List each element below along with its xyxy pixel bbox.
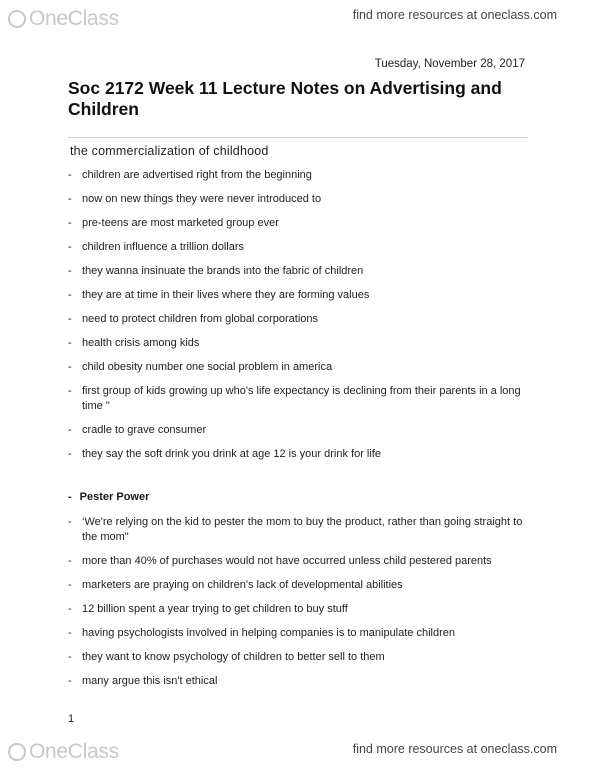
list-item-text: need to protect children from global corporations bbox=[82, 313, 319, 325]
bullet-dash: - bbox=[68, 289, 72, 301]
list-item-text: children influence a trillion dollars bbox=[82, 241, 245, 253]
section-title: the commercialization of childhood bbox=[70, 144, 269, 158]
list-item-text: having psychologists involved in helping companies is to manipulate children bbox=[82, 627, 455, 639]
list-item-text: ‘We're relying on the kid to pester the mom to buy the product, rather than going straight to the mom" bbox=[82, 516, 523, 543]
bullet-dash: - bbox=[68, 265, 72, 277]
list-item-text: more than 40% of purchases would not have occurred unless child pestered parents bbox=[82, 555, 492, 567]
list-item-text: 12 billion spent a year trying to get children to buy stuff bbox=[82, 603, 348, 615]
bullet-dash: - bbox=[68, 516, 72, 528]
logo-ring-icon bbox=[8, 10, 26, 28]
list-item bbox=[0, 216, 538, 231]
pester-item-list bbox=[0, 515, 538, 698]
list-item bbox=[0, 602, 538, 617]
footer-oneclass-logo[interactable] bbox=[8, 739, 119, 765]
bullet-dash: - bbox=[68, 603, 72, 615]
list-item bbox=[0, 674, 538, 689]
footer-logo-ring-icon bbox=[8, 743, 26, 761]
list-item bbox=[0, 312, 538, 327]
list-item-text: they say the soft drink you drink at age 12 is your drink for life bbox=[82, 448, 381, 460]
header-tagline-link[interactable]: find more resources at oneclass.com bbox=[352, 8, 557, 22]
bullet-dash: - bbox=[68, 217, 72, 229]
pester-power-heading bbox=[68, 491, 149, 503]
list-item bbox=[0, 336, 538, 351]
bullet-dash: - bbox=[68, 651, 72, 663]
logo-text: OneClass bbox=[29, 7, 119, 30]
page-number: 1 bbox=[68, 713, 75, 725]
list-item bbox=[0, 168, 538, 183]
bullet-dash: - bbox=[68, 675, 72, 687]
list-item-text: cradle to grave consumer bbox=[82, 424, 207, 436]
list-item bbox=[0, 650, 538, 665]
list-item-text: they wanna insinuate the brands into the fabric of children bbox=[82, 265, 364, 277]
bullet-dash: - bbox=[68, 241, 72, 253]
list-item bbox=[0, 240, 538, 255]
list-item-text: they are at time in their lives where they are forming values bbox=[82, 289, 370, 301]
list-item-text: pre-teens are most marketed group ever bbox=[82, 217, 279, 229]
bullet-dash: - bbox=[68, 337, 72, 349]
bullet-dash: - bbox=[68, 627, 72, 639]
footer-tagline-link[interactable]: find more resources at oneclass.com bbox=[352, 742, 557, 756]
list-item bbox=[0, 578, 538, 593]
list-item-text: child obesity number one social problem in america bbox=[82, 361, 333, 373]
bullet-dash: - bbox=[68, 193, 72, 205]
list-item-text: marketers are praying on children's lack of developmental abilities bbox=[82, 579, 403, 591]
list-item bbox=[0, 288, 538, 303]
bullet-dash: - bbox=[68, 313, 72, 325]
bullet-dash: - bbox=[68, 385, 72, 397]
title-divider bbox=[68, 137, 528, 138]
list-item bbox=[0, 554, 538, 569]
footer-logo-text: OneClass bbox=[29, 740, 119, 763]
list-item bbox=[0, 264, 538, 279]
list-item-text: first group of kids growing up who's life expectancy is declining from their parents in a long time " bbox=[82, 385, 521, 412]
pester-heading-text: Pester Power bbox=[79, 491, 150, 503]
list-item-text: now on new things they were never introduced to bbox=[82, 193, 322, 205]
bullet-dash: - bbox=[68, 169, 72, 181]
list-item bbox=[0, 447, 538, 462]
list-item bbox=[0, 423, 538, 438]
list-item-text: children are advertised right from the beginning bbox=[82, 169, 312, 181]
list-item bbox=[0, 360, 538, 375]
section-item-list bbox=[0, 168, 538, 471]
bullet-dash: - bbox=[68, 579, 72, 591]
heading-bullet: - bbox=[68, 491, 72, 503]
list-item bbox=[0, 626, 538, 641]
document-date: Tuesday, November 28, 2017 bbox=[374, 58, 525, 70]
bullet-dash: - bbox=[68, 424, 72, 436]
bullet-dash: - bbox=[68, 361, 72, 373]
list-item bbox=[0, 384, 538, 414]
list-item-text: they want to know psychology of children to better sell to them bbox=[82, 651, 385, 663]
bullet-dash: - bbox=[68, 448, 72, 460]
bullet-dash: - bbox=[68, 555, 72, 567]
page-header bbox=[0, 0, 595, 32]
list-item bbox=[0, 192, 538, 207]
list-item bbox=[0, 515, 538, 545]
oneclass-logo[interactable] bbox=[8, 6, 119, 32]
list-item-text: health crisis among kids bbox=[82, 337, 200, 349]
document-title: Soc 2172 Week 11 Lecture Notes on Advertising and Children bbox=[68, 78, 502, 119]
list-item-text: many argue this isn't ethical bbox=[82, 675, 218, 687]
